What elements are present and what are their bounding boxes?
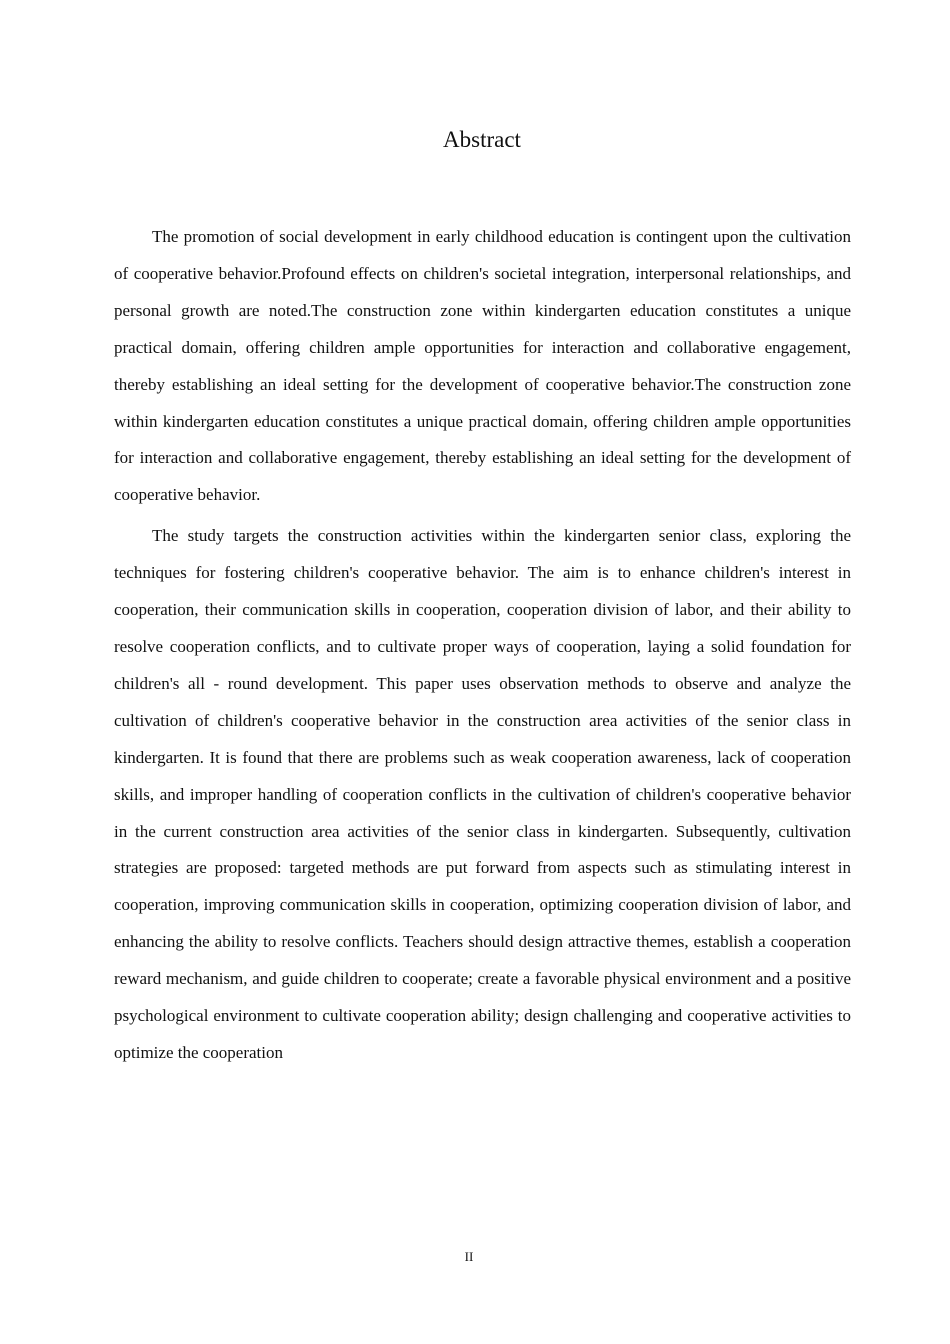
abstract-paragraph-2: The study targets the construction activities within the kindergarten senior class, exploring the techniques for fostering children's cooperative behavior. The aim is to enhance children's interest in cooperation, their communication skills in cooperation, cooperation division of labor, and their ability to resolve cooperation conflicts, and to cultivate proper ways of cooperation, laying a solid foundation for children's all - round development. This paper uses observation methods to observe and analyze the cultivation of children's cooperative behavior in the construction area activities of the senior class in kindergarten. It is found that there are problems such as weak cooperation awareness, lack of cooperation skills, and improper handling of cooperation conflicts in the cultivation of children's cooperative behavior in the current construction area activities of the senior class in kindergarten. Subsequently, cultivation strategies are proposed: targeted methods are put forward from aspects such as stimulating interest in cooperation, improving communication skills in cooperation, optimizing cooperation division of labor, and enhancing the ability to resolve conflicts. Teachers should design attractive themes, establish a cooperation reward mechanism, and guide children to cooperate; create a favorable physical environment and a positive psychological environment to cultivate cooperation ability; design challenging and cooperative activities to optimize the cooperation [114, 526, 851, 1062]
page-number: II [464, 1249, 474, 1264]
abstract-paragraph-1: The promotion of social development in early childhood education is contingent upon the cultivation of cooperative behavior.Profound effects on children's societal integration, interpersonal relationships, and personal growth are noted.The construction zone within kindergarten education constitutes a unique practical domain, offering children ample opportunities for interaction and collaborative engagement, thereby establishing an ideal setting for the development of cooperative behavior.The construction zone within kindergarten education constitutes a unique practical domain, offering children ample opportunities for interaction and collaborative engagement, thereby establishing an ideal setting for the development of cooperative behavior. [114, 227, 851, 505]
page-title: Abstract [443, 127, 521, 152]
abstract-body [114, 219, 851, 1072]
